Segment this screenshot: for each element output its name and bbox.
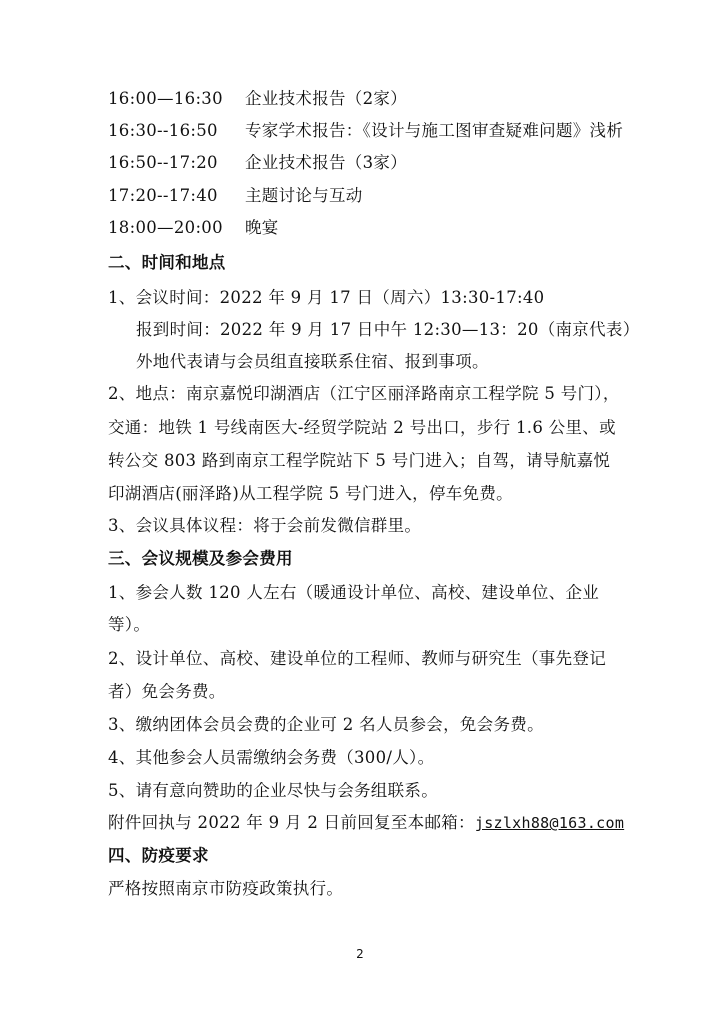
paragraph-line: 报到时间：2022 年 9 月 17 日中午 12:30—13：20（南京代表） [136, 320, 640, 339]
paragraph-line: 转公交 803 路到南京工程学院站下 5 号门进入；自驾，请导航嘉悦 [108, 451, 611, 470]
schedule-item: 企业技术报告（2家） [245, 89, 407, 108]
paragraph-line: 交通：地铁 1 号线南医大-经贸学院站 2 号出口，步行 1.6 公里、或 [108, 418, 616, 437]
schedule-time: 18:00—20:00 [108, 218, 223, 237]
paragraph-line: 3、缴纳团体会员会费的企业可 2 名人员参会，免会务费。 [108, 715, 544, 734]
schedule-row [108, 218, 279, 238]
page-number: 2 [356, 947, 364, 961]
paragraph-line: 4、其他参会人员需缴纳会务费（300/人）。 [108, 748, 435, 767]
section-heading-time-place: 二、时间和地点 [108, 253, 226, 272]
paragraph-line: 1、参会人数 120 人左右（暖通设计单位、高校、建设单位、企业 [108, 583, 600, 602]
section-heading-epidemic: 四、防疫要求 [108, 846, 209, 865]
schedule-time: 16:30--16:50 [108, 121, 218, 140]
paragraph-line: 2、设计单位、高校、建设单位的工程师、教师与研究生（事先登记 [108, 649, 606, 668]
paragraph-line: 等）。 [108, 615, 151, 634]
schedule-time: 16:50--17:20 [108, 153, 218, 172]
schedule-row [108, 186, 363, 206]
paragraph-line: 3、会议具体议程：将于会前发微信群里。 [108, 516, 422, 535]
schedule-row [108, 121, 623, 141]
schedule-row [108, 89, 407, 109]
paragraph-line: 印湖酒店(丽泽路)从工程学院 5 号门进入，停车免费。 [108, 484, 513, 503]
paragraph-line: 严格按照南京市防疫政策执行。 [108, 879, 344, 898]
schedule-item: 主题讨论与互动 [245, 186, 363, 205]
schedule-time: 16:00—16:30 [108, 89, 223, 108]
schedule-item: 企业技术报告（3家） [245, 153, 407, 172]
reply-text: 附件回执与 2022 年 9 月 2 日前回复至本邮箱： [108, 813, 475, 832]
paragraph-line: 外地代表请与会员组直接联系住宿、报到事项。 [136, 352, 489, 371]
section-heading-scale-fees: 三、会议规模及参会费用 [108, 549, 293, 568]
schedule-item: 专家学术报告：《设计与施工图审查疑难问题》浅析 [245, 121, 624, 140]
paragraph-line: 1、会议时间：2022 年 9 月 17 日（周六）13:30-17:40 [108, 288, 545, 307]
paragraph-line: 5、请有意向赞助的企业尽快与会务组联系。 [108, 781, 438, 800]
paragraph-line: 者）免会务费。 [108, 682, 226, 701]
paragraph-line: 2、地点：南京嘉悦印湖酒店（江宁区丽泽路南京工程学院 5 号门）， [108, 384, 620, 403]
reply-line [108, 813, 624, 833]
schedule-row [108, 153, 407, 173]
email-link[interactable]: jszlxh88@163.com [474, 814, 625, 832]
schedule-item: 晚宴 [245, 218, 279, 237]
schedule-time: 17:20--17:40 [108, 186, 218, 205]
